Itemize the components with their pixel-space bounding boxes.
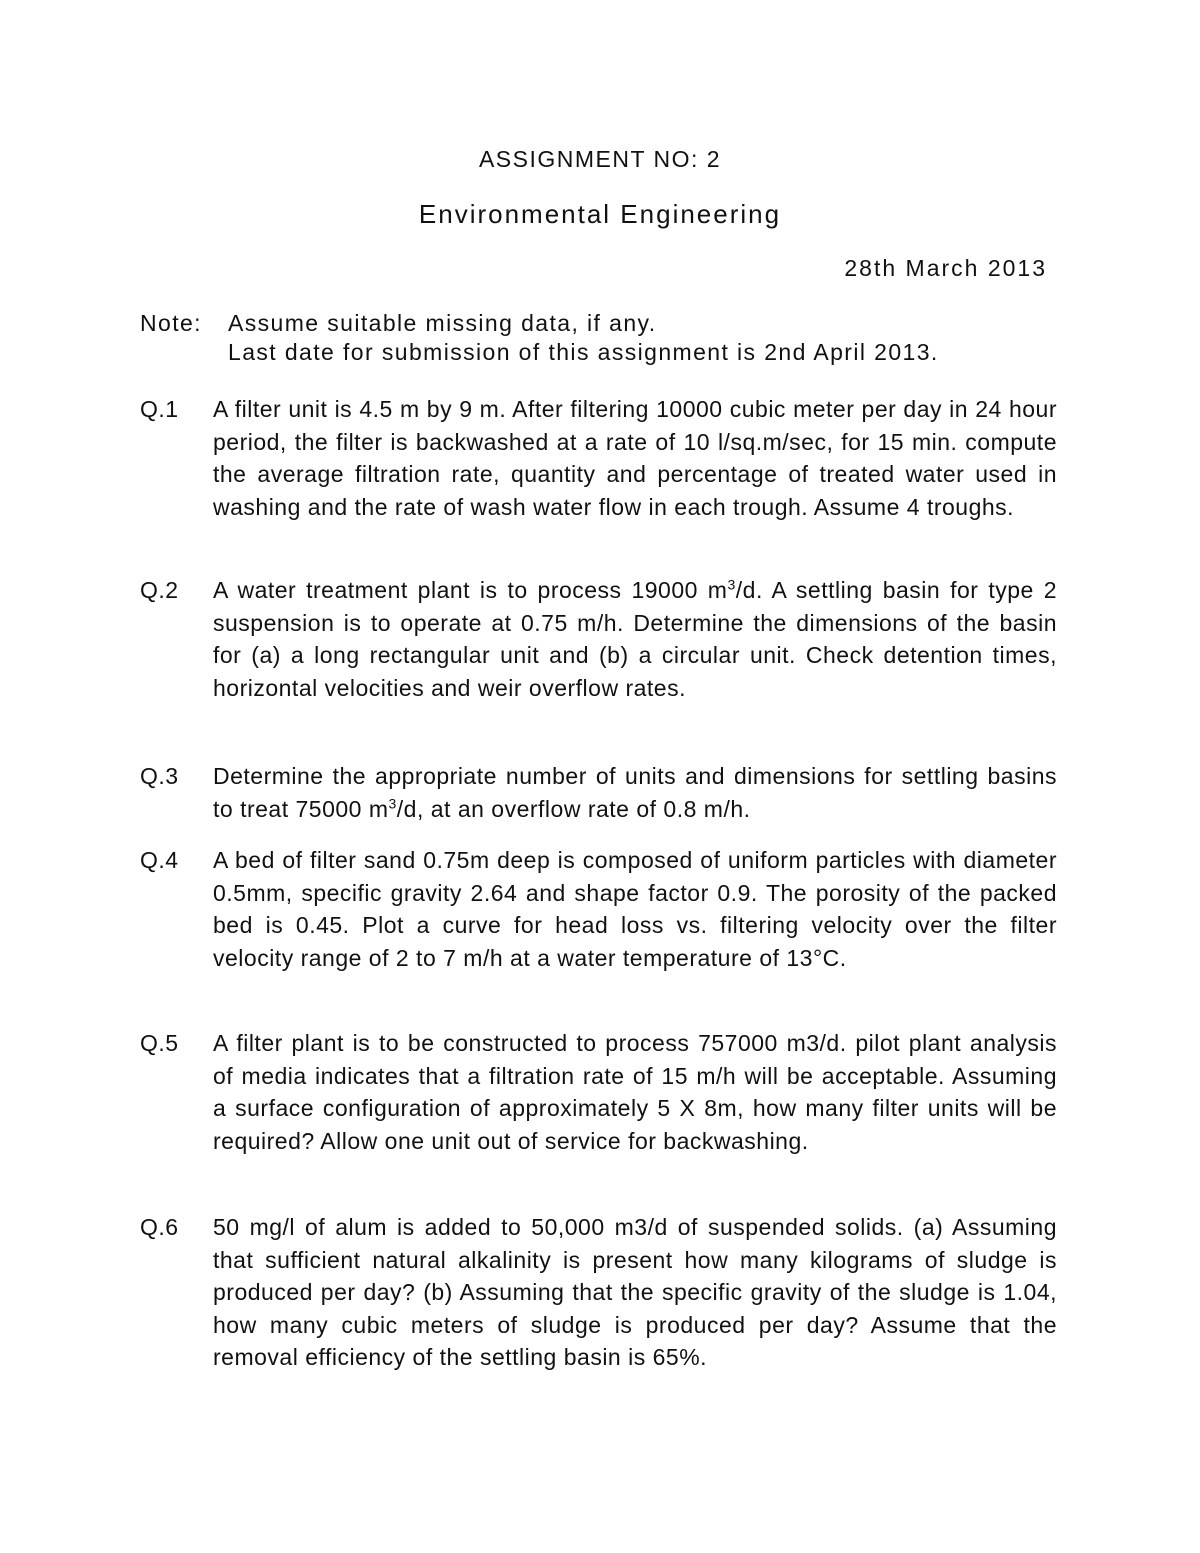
question-text: A filter unit is 4.5 m by 9 m. After filtering 10000 cubic meter per day in 24 hour period, the filter is backwashed at a rate of 10 l/sq.m/sec, for 15 min. compute the average filtration rate, quantity and percentage of treated water used in washing and the rate of wash water flow in each trough. Assume 4 troughs.: [213, 396, 1057, 520]
superscript: 3: [388, 794, 397, 811]
note-block: [140, 309, 1060, 367]
question-5: [140, 1027, 1057, 1157]
question-text: A filter plant is to be constructed to process 757000 m3/d. pilot plant analysis of media indicates that a filtration rate of 15 m/h will be acceptable. Assuming a surface configuration of approximately 5 X 8m, how many filter units will be required? Allow one unit out of service for backwashing.: [213, 1030, 1057, 1154]
question-number: Q.2: [140, 577, 179, 603]
note-label: Note:: [140, 310, 202, 336]
question-number: Q.1: [140, 396, 179, 422]
question-4: [140, 844, 1057, 974]
question-number: Q.4: [140, 847, 179, 873]
question-2: [140, 574, 1057, 704]
assignment-number: ASSIGNMENT NO: 2: [478, 146, 722, 172]
question-text: A water treatment plant is to process 19000 $m^3/d$. A settling basin for type 2 suspension is to operate at 0.75 m/h. Determine the dimensions of the basin for (a) a long rectangular unit and (b) a circular unit. Check detention times, horizontal velocities and weir overflow rates.: [213, 576, 1057, 701]
note-line-1: Assume suitable missing data, if any.: [228, 310, 657, 336]
question-number: Q.6: [140, 1214, 179, 1240]
question-1: [140, 393, 1057, 523]
question-6: [140, 1211, 1057, 1374]
note-line-2: Last date for submission of this assignment is 2nd April 2013.: [228, 339, 939, 365]
question-number: Q.3: [140, 763, 179, 789]
subject-title: Environmental Engineering: [418, 199, 782, 229]
question-3: [140, 760, 1057, 825]
superscript: 3: [727, 576, 736, 593]
question-text: 50 mg/l of alum is added to 50,000 m3/d of suspended solids. (a) Assuming that sufficient natural alkalinity is present how many kilograms of sludge is produced per day? (b) Assuming that the specific gravity of the sludge is 1.04, how many cubic meters of sludge is produced per day? Assume that the removal efficiency of the settling basin is 65%.: [213, 1214, 1057, 1371]
question-text: A bed of filter sand 0.75m deep is composed of uniform particles with diameter 0.5mm, specific gravity 2.64 and shape factor 0.9. The porosity of the packed bed is 0.45. Plot a curve for head loss vs. filtering velocity over the filter velocity range of 2 to 7 m/h at a water temperature of 13°C.: [213, 847, 1057, 971]
question-text: Determine the appropriate number of units and dimensions for settling basins to treat 75000 $m^3/d$, at an overflow rate of 0.8 m/h.: [213, 763, 1057, 822]
assignment-date: 28th March 2013: [844, 255, 1047, 281]
question-number: Q.5: [140, 1030, 179, 1056]
